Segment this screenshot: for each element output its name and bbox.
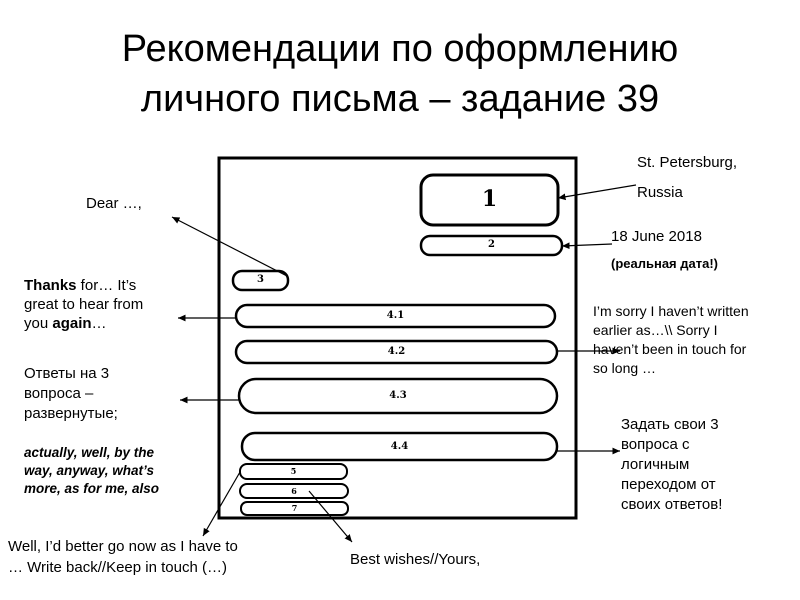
country-label: Russia <box>637 184 683 201</box>
closing-line-1: Well, I’d better go now as I have to <box>8 538 238 555</box>
date-label: 18 June 2018 <box>611 228 702 245</box>
questions-text <box>621 415 722 515</box>
thanks-rest-1: for… It’s <box>76 277 137 294</box>
block-4-3-label: 4.3 <box>389 390 407 401</box>
block-3-label: 3 <box>257 274 264 285</box>
thanks-bold-1: Thanks <box>24 277 77 294</box>
sorry-line-2: earlier as…\\ Sorry I <box>593 322 718 338</box>
thanks-line-3a: you <box>24 315 53 332</box>
linkers-line-1: actually, well, by the <box>24 445 155 460</box>
title-line-1: Рекомендации по оформлению <box>121 28 679 70</box>
answers-line-2: вопроса – <box>24 385 94 402</box>
block-5-label: 5 <box>290 466 297 476</box>
questions-line-1: Задать свои 3 <box>621 416 719 433</box>
questions-line-4: переходом от <box>621 476 716 493</box>
signoff-label: Best wishes//Yours, <box>350 551 481 568</box>
block-6-label: 6 <box>291 486 297 496</box>
sorry-text <box>593 302 749 378</box>
block-1-label: 1 <box>481 186 498 212</box>
questions-line-2: вопроса с <box>621 436 690 453</box>
greeting-label: Dear …, <box>86 195 142 212</box>
linkers-line-3: more, as for me, also <box>24 481 160 496</box>
sorry-line-3: haven’t been in touch for <box>593 341 747 357</box>
title-line-2: личного письма – задание 39 <box>140 78 660 120</box>
block-4-1-label: 4.1 <box>386 310 405 321</box>
closing-text <box>8 536 238 578</box>
block-7-label: 7 <box>291 503 298 513</box>
thanks-line-2: great to hear from <box>24 296 144 313</box>
closing-line-2: … Write back//Keep in touch (…) <box>8 559 227 576</box>
date-note: (реальная дата!) <box>611 256 718 271</box>
sorry-line-4: so long … <box>593 360 657 376</box>
questions-line-3: логичным <box>621 456 690 473</box>
linkers-line-2: way, anyway, what’s <box>24 463 155 478</box>
thanks-line-3b: … <box>91 315 107 332</box>
city-label: St. Petersburg, <box>637 154 738 171</box>
sorry-line-1: I’m sorry I haven’t written <box>593 303 749 319</box>
answers-line-3: развернутые; <box>24 405 118 422</box>
answers-line-1: Ответы на 3 <box>24 365 110 382</box>
block-4-4-label: 4.4 <box>390 441 409 452</box>
thanks-text <box>24 276 143 333</box>
block-2-label: 2 <box>488 239 495 250</box>
thanks-bold-2: again <box>52 315 92 332</box>
block-4-2-label: 4.2 <box>387 346 406 357</box>
questions-line-5: своих ответов! <box>621 496 723 513</box>
linkers-text <box>24 444 159 498</box>
answers-text <box>24 364 118 424</box>
